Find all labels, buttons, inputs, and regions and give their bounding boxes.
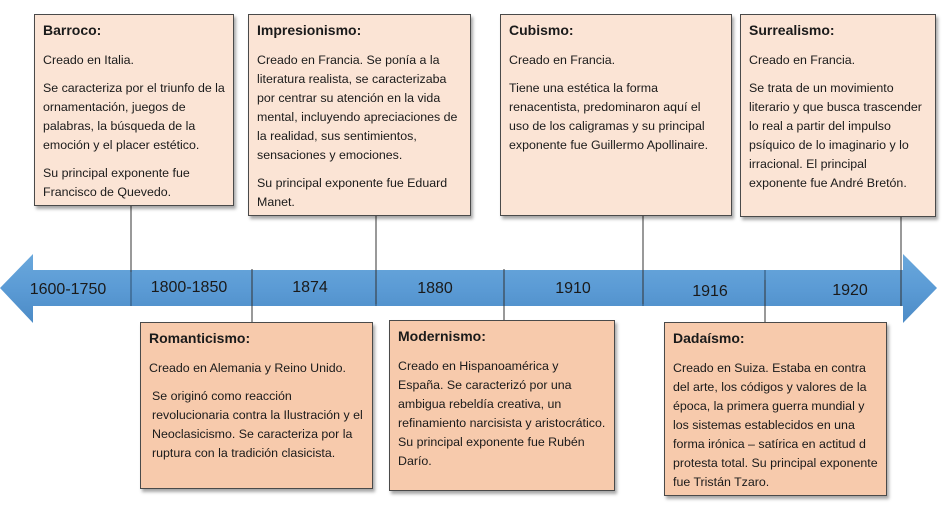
- event-text: Creado en Italia.: [43, 53, 134, 67]
- timeline-arrow: [0, 254, 937, 323]
- event-title: Cubismo:: [509, 22, 574, 38]
- event-title: Modernismo:: [398, 328, 486, 344]
- event-box-impresionismo: [248, 14, 471, 216]
- event-box-barroco: [34, 14, 234, 206]
- event-title: Barroco:: [43, 22, 102, 38]
- date-label: 1916: [692, 283, 728, 300]
- event-title: Surrealismo:: [749, 22, 835, 38]
- event-text: Se originó como reacción revolucionaria contra la Ilustración y el Neoclasicismo. Se caracteriza por la ruptura con la tradición clasicista.: [152, 389, 363, 460]
- event-title: Impresionismo:: [257, 22, 362, 38]
- event-box-surrealismo: [740, 14, 936, 217]
- event-text: Creado en Suiza. Estaba en contra del arte, los códigos y valores de la época, la primera guerra mundial y los sistemas establecidos en una forma irónica – satírica en actitud d protesta total. Su principal exponente fue Tristán Tzaro.: [673, 361, 878, 489]
- date-label: 1800-1850: [150, 279, 228, 296]
- event-title: Dadaísmo:: [673, 330, 745, 346]
- date-label: 1880: [417, 280, 453, 297]
- event-text: Su principal exponente fue Francisco de Quevedo.: [43, 166, 190, 199]
- event-text: Creado en Alemania y Reino Unido.: [149, 361, 346, 375]
- event-text: Su principal exponente fue Eduard Manet.: [257, 176, 448, 209]
- event-text: Tiene una estética la forma renacentista, predominaron aquí el uso de los caligramas y su principal exponente fue Guillermo Apollinaire.: [509, 81, 709, 152]
- event-text: Creado en Hispanoamérica y España. Se caracterizó por una ambigua rebeldía creativa, un refinamiento narcisista y aristocrático. Su principal exponente fue Rubén Darío.: [398, 359, 606, 468]
- event-box-dadaismo: [664, 322, 887, 496]
- event-title: Romanticismo:: [149, 330, 251, 346]
- date-label: 1600-1750: [29, 281, 107, 298]
- event-text: Se caracteriza por el triunfo de la ornamentación, juegos de palabras, la búsqueda de la emoción y el placer estético.: [43, 81, 225, 152]
- event-box-romanticismo: [140, 322, 373, 489]
- event-box-modernismo: [389, 320, 615, 491]
- event-text: Creado en Francia. Se ponía a la literatura realista, se caracterizaba por centrar su atención en la vida mental, incluyendo apreciaciones de la realidad, sus sentimientos, sensaciones y emociones.: [257, 53, 458, 162]
- event-box-cubismo: [500, 14, 732, 216]
- event-text: Creado en Francia.: [509, 53, 616, 67]
- date-label: 1910: [555, 280, 591, 297]
- event-text: Creado en Francia.: [749, 53, 856, 67]
- date-label: 1920: [832, 282, 868, 299]
- date-label: 1874: [292, 279, 328, 296]
- event-text: Se trata de un movimiento literario y que busca trascender lo real a partir del impulso psíquico de lo imaginario y lo irracional. El principal exponente fue André Bretón.: [749, 81, 922, 190]
